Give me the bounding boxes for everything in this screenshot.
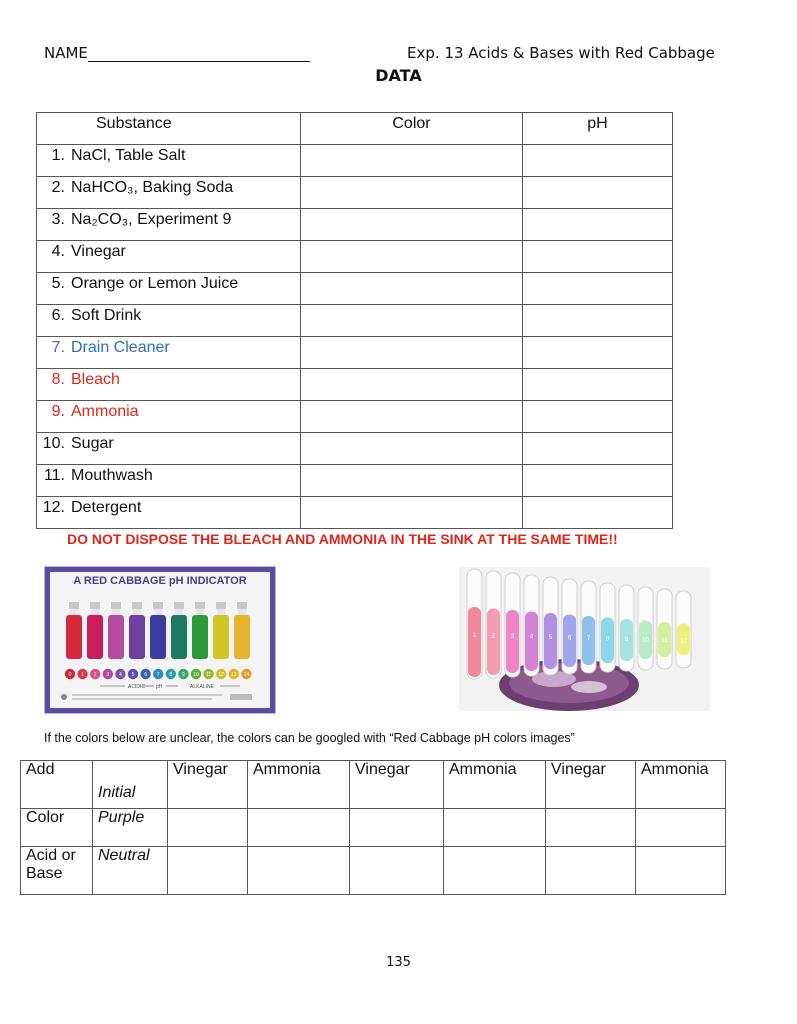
substance-label: Na₂CO₃, Experiment 9 — [71, 211, 232, 228]
table-row — [37, 401, 673, 433]
ph-cell[interactable] — [523, 177, 673, 209]
ph-cell[interactable] — [523, 209, 673, 241]
cabbage-highlight-icon — [571, 681, 607, 693]
acid-base-entry-cell[interactable] — [546, 847, 636, 895]
ph-badge-number: 9 — [182, 672, 185, 678]
acid-base-label-line1: Acid or — [26, 847, 76, 864]
bottle-icon — [87, 615, 103, 659]
acid-base-entry-cell[interactable] — [248, 847, 350, 895]
substance-label: NaHCO₃, Baking Soda — [71, 179, 234, 196]
bottle-cap-icon — [90, 602, 100, 609]
ph-badge-number: 5 — [131, 672, 135, 678]
color-cell[interactable] — [301, 241, 523, 273]
acidic-label: ACIDIC — [128, 684, 145, 690]
bottle-neck-icon — [196, 609, 204, 615]
color-cell[interactable] — [301, 433, 523, 465]
page-title: DATA — [375, 66, 422, 85]
experiment-title: Exp. 13 Acids & Bases with Red Cabbage — [407, 44, 715, 62]
substance-label: Bleach — [71, 371, 120, 388]
test-tube-liquid — [468, 607, 481, 677]
bottle-icon — [192, 615, 208, 659]
substance-cell — [37, 145, 301, 177]
substance-cell — [37, 369, 301, 401]
test-tube-number: 11 — [661, 638, 668, 644]
table-row — [37, 209, 673, 241]
color-cell[interactable] — [301, 305, 523, 337]
test-tube-liquid — [487, 609, 500, 676]
ph-badge-number: 1 — [81, 672, 84, 678]
substance-label: Soft Drink — [71, 307, 142, 324]
bottle-icon — [66, 615, 82, 659]
reagent-label: Vinegar — [355, 761, 410, 778]
alkaline-label: ALKALINE — [190, 684, 214, 690]
test-tube-number: 8 — [605, 636, 610, 643]
fine-print-line — [72, 698, 212, 700]
fine-print-line — [72, 694, 222, 696]
ph-badge-number: 6 — [144, 672, 147, 678]
color-entry-cell[interactable] — [546, 809, 636, 847]
reagent-cell — [248, 761, 350, 809]
name-blank-line[interactable] — [88, 47, 310, 62]
acid-base-entry-cell[interactable] — [350, 847, 444, 895]
acid-base-entry-cell[interactable] — [168, 847, 248, 895]
substance-label: Sugar — [71, 435, 114, 452]
test-tube-number: 9 — [624, 637, 629, 643]
header-substance: Substance — [37, 113, 301, 145]
table-row — [37, 145, 673, 177]
ph-badge-number: 11 — [205, 672, 212, 678]
substance-label: Ammonia — [71, 403, 139, 420]
ph-cell[interactable] — [523, 305, 673, 337]
substance-cell — [37, 209, 301, 241]
table-row — [37, 305, 673, 337]
bottle-icon — [150, 615, 166, 659]
color-entry-cell[interactable] — [636, 809, 726, 847]
bottle-neck-icon — [70, 609, 78, 615]
copyright-badge — [61, 694, 67, 700]
table-row — [37, 465, 673, 497]
reagent-label: Ammonia — [641, 761, 709, 778]
indicator-graphic — [50, 572, 270, 708]
bottle-neck-icon — [133, 609, 141, 615]
table-row — [37, 177, 673, 209]
substance-cell — [37, 497, 301, 529]
test-tube-number: 4 — [529, 634, 534, 641]
ph-indicator-image — [44, 566, 276, 714]
reagent-label: Vinegar — [551, 761, 606, 778]
test-tube-number: 12 — [680, 638, 687, 645]
initial-color: Purple — [98, 809, 145, 826]
substance-label: Detergent — [71, 499, 142, 516]
name-field[interactable] — [44, 44, 310, 62]
substance-label: Orange or Lemon Juice — [71, 275, 239, 292]
bottle-neck-icon — [175, 609, 183, 615]
initial-acid-base: Neutral — [98, 847, 150, 864]
header-ph: pH — [523, 113, 673, 145]
color-entry-cell[interactable] — [248, 809, 350, 847]
acid-base-label-cell — [21, 847, 93, 895]
table-row — [37, 241, 673, 273]
reagent-cell — [350, 761, 444, 809]
table-header-row — [37, 113, 673, 145]
acid-base-label-line2: Base — [26, 865, 63, 882]
reagent-cell — [168, 761, 248, 809]
reagent-label: Vinegar — [173, 761, 228, 778]
add-label: Add — [26, 761, 55, 778]
reagent-label: Ammonia — [253, 761, 321, 778]
reagent-cell — [444, 761, 546, 809]
test-tube-number: 10 — [642, 637, 649, 644]
bottle-neck-icon — [154, 609, 162, 615]
ph-cell[interactable] — [523, 273, 673, 305]
bottle-group — [66, 602, 250, 659]
table-row — [37, 369, 673, 401]
ph-cell[interactable] — [523, 401, 673, 433]
ph-badge-number: 12 — [218, 672, 224, 678]
color-cell[interactable] — [301, 209, 523, 241]
license-badge — [230, 694, 252, 700]
initial-cell — [93, 761, 168, 809]
ph-cell[interactable] — [523, 369, 673, 401]
acid-base-row — [21, 847, 726, 895]
color-cell[interactable] — [301, 337, 523, 369]
bottle-cap-icon — [111, 602, 121, 609]
safety-warning: DO NOT DISPOSE THE BLEACH AND AMMONIA IN THE SINK AT THE SAME TIME!! — [67, 531, 618, 547]
color-cell[interactable] — [301, 177, 523, 209]
substance-cell — [37, 337, 301, 369]
row-number: 10. — [42, 435, 65, 452]
color-cell[interactable] — [301, 401, 523, 433]
page-number: 135 — [386, 955, 411, 970]
bottle-neck-icon — [112, 609, 120, 615]
test-tube-number: 7 — [586, 636, 591, 642]
initial-acid-base-cell — [93, 847, 168, 895]
test-tube-number: 2 — [491, 633, 496, 640]
bottle-cap-icon — [153, 602, 163, 609]
ph-cell[interactable] — [523, 465, 673, 497]
substance-cell — [37, 465, 301, 497]
color-cell[interactable] — [301, 369, 523, 401]
table-row — [37, 273, 673, 305]
row-number: 4. — [51, 243, 65, 260]
test-tube-liquid — [506, 610, 519, 673]
indicator-title: A RED CABBAGE pH INDICATOR — [73, 575, 247, 587]
bottle-neck-icon — [217, 609, 225, 615]
bottle-neck-icon — [238, 609, 246, 615]
ph-scale-badges — [65, 669, 252, 679]
row-number: 3. — [51, 211, 65, 228]
reagent-cell — [636, 761, 726, 809]
test-tubes-graphic — [459, 567, 710, 711]
row-number: 5. — [51, 275, 65, 292]
row-number: 9. — [51, 403, 65, 420]
substance-data-table — [36, 112, 673, 529]
bottle-icon — [129, 615, 145, 659]
bottle-neck-icon — [91, 609, 99, 615]
row-number: 6. — [51, 307, 65, 324]
substance-label: Drain Cleaner — [71, 339, 170, 356]
table-row — [37, 433, 673, 465]
test-tube-number: 5 — [548, 635, 553, 641]
color-label-cell — [21, 809, 93, 847]
ph-cell[interactable] — [523, 337, 673, 369]
test-tube-liquid — [544, 613, 557, 669]
row-number: 8. — [51, 371, 65, 388]
table-row — [37, 497, 673, 529]
color-cell[interactable] — [301, 273, 523, 305]
bottle-icon — [171, 615, 187, 659]
ph-badge-number: 10 — [193, 672, 199, 678]
ph-badge-number: 7 — [156, 672, 160, 678]
ph-badge-number: 14 — [243, 672, 250, 678]
test-tube-number: 1 — [472, 633, 477, 639]
bottle-cap-icon — [237, 602, 247, 609]
ph-badge-number: 2 — [93, 672, 97, 678]
ph-badge-number: 3 — [106, 672, 110, 678]
substance-label: Mouthwash — [71, 467, 153, 484]
test-tube-number: 6 — [567, 635, 572, 642]
ph-indicator-panel — [50, 572, 270, 708]
addition-table — [20, 760, 726, 895]
substance-cell — [37, 177, 301, 209]
substance-cell — [37, 401, 301, 433]
color-entry-cell[interactable] — [168, 809, 248, 847]
color-row-label: Color — [26, 809, 65, 826]
ph-badge-number: 0 — [68, 672, 72, 678]
reagent-cell — [546, 761, 636, 809]
substance-cell — [37, 305, 301, 337]
row-number: 2. — [51, 179, 65, 196]
color-entry-cell[interactable] — [350, 809, 444, 847]
bottle-cap-icon — [174, 602, 184, 609]
color-cell[interactable] — [301, 465, 523, 497]
reagent-label: Ammonia — [449, 761, 517, 778]
bottle-cap-icon — [195, 602, 205, 609]
initial-color-cell — [93, 809, 168, 847]
substance-cell — [37, 273, 301, 305]
bottle-cap-icon — [216, 602, 226, 609]
header-color: Color — [301, 113, 523, 145]
substance-label: NaCl, Table Salt — [71, 147, 186, 164]
color-cell[interactable] — [301, 145, 523, 177]
bottle-icon — [213, 615, 229, 659]
row-number: 1. — [51, 147, 65, 164]
row-number: 11. — [43, 467, 65, 484]
ph-label: pH — [156, 684, 163, 690]
colors-note: If the colors below are unclear, the colors can be googled with “Red Cabbage pH colors images” — [44, 731, 575, 745]
color-entry-cell[interactable] — [444, 809, 546, 847]
acid-base-entry-cell[interactable] — [636, 847, 726, 895]
substance-cell — [37, 433, 301, 465]
ph-badge-number: 13 — [231, 672, 237, 678]
initial-label: Initial — [98, 784, 136, 801]
bottle-icon — [108, 615, 124, 659]
ph-badge-number: 4 — [119, 672, 122, 678]
bottle-cap-icon — [69, 602, 79, 609]
color-row — [21, 809, 726, 847]
test-tube-liquid — [525, 612, 538, 672]
bottle-cap-icon — [132, 602, 142, 609]
add-row — [21, 761, 726, 809]
row-number: 7. — [51, 339, 65, 356]
substance-label: Vinegar — [71, 243, 126, 260]
add-label-cell — [21, 761, 93, 809]
ph-cell[interactable] — [523, 433, 673, 465]
table-row — [37, 337, 673, 369]
test-tubes-photo — [459, 567, 710, 711]
row-number: 12. — [42, 499, 65, 516]
bottle-icon — [234, 615, 250, 659]
test-tube-number: 3 — [510, 634, 515, 640]
ph-cell[interactable] — [523, 497, 673, 529]
ph-badge-number: 8 — [169, 672, 173, 678]
substance-cell — [37, 241, 301, 273]
ph-cell[interactable] — [523, 145, 673, 177]
acid-base-entry-cell[interactable] — [444, 847, 546, 895]
color-cell[interactable] — [301, 497, 523, 529]
name-label: NAME — [44, 44, 88, 62]
ph-cell[interactable] — [523, 241, 673, 273]
